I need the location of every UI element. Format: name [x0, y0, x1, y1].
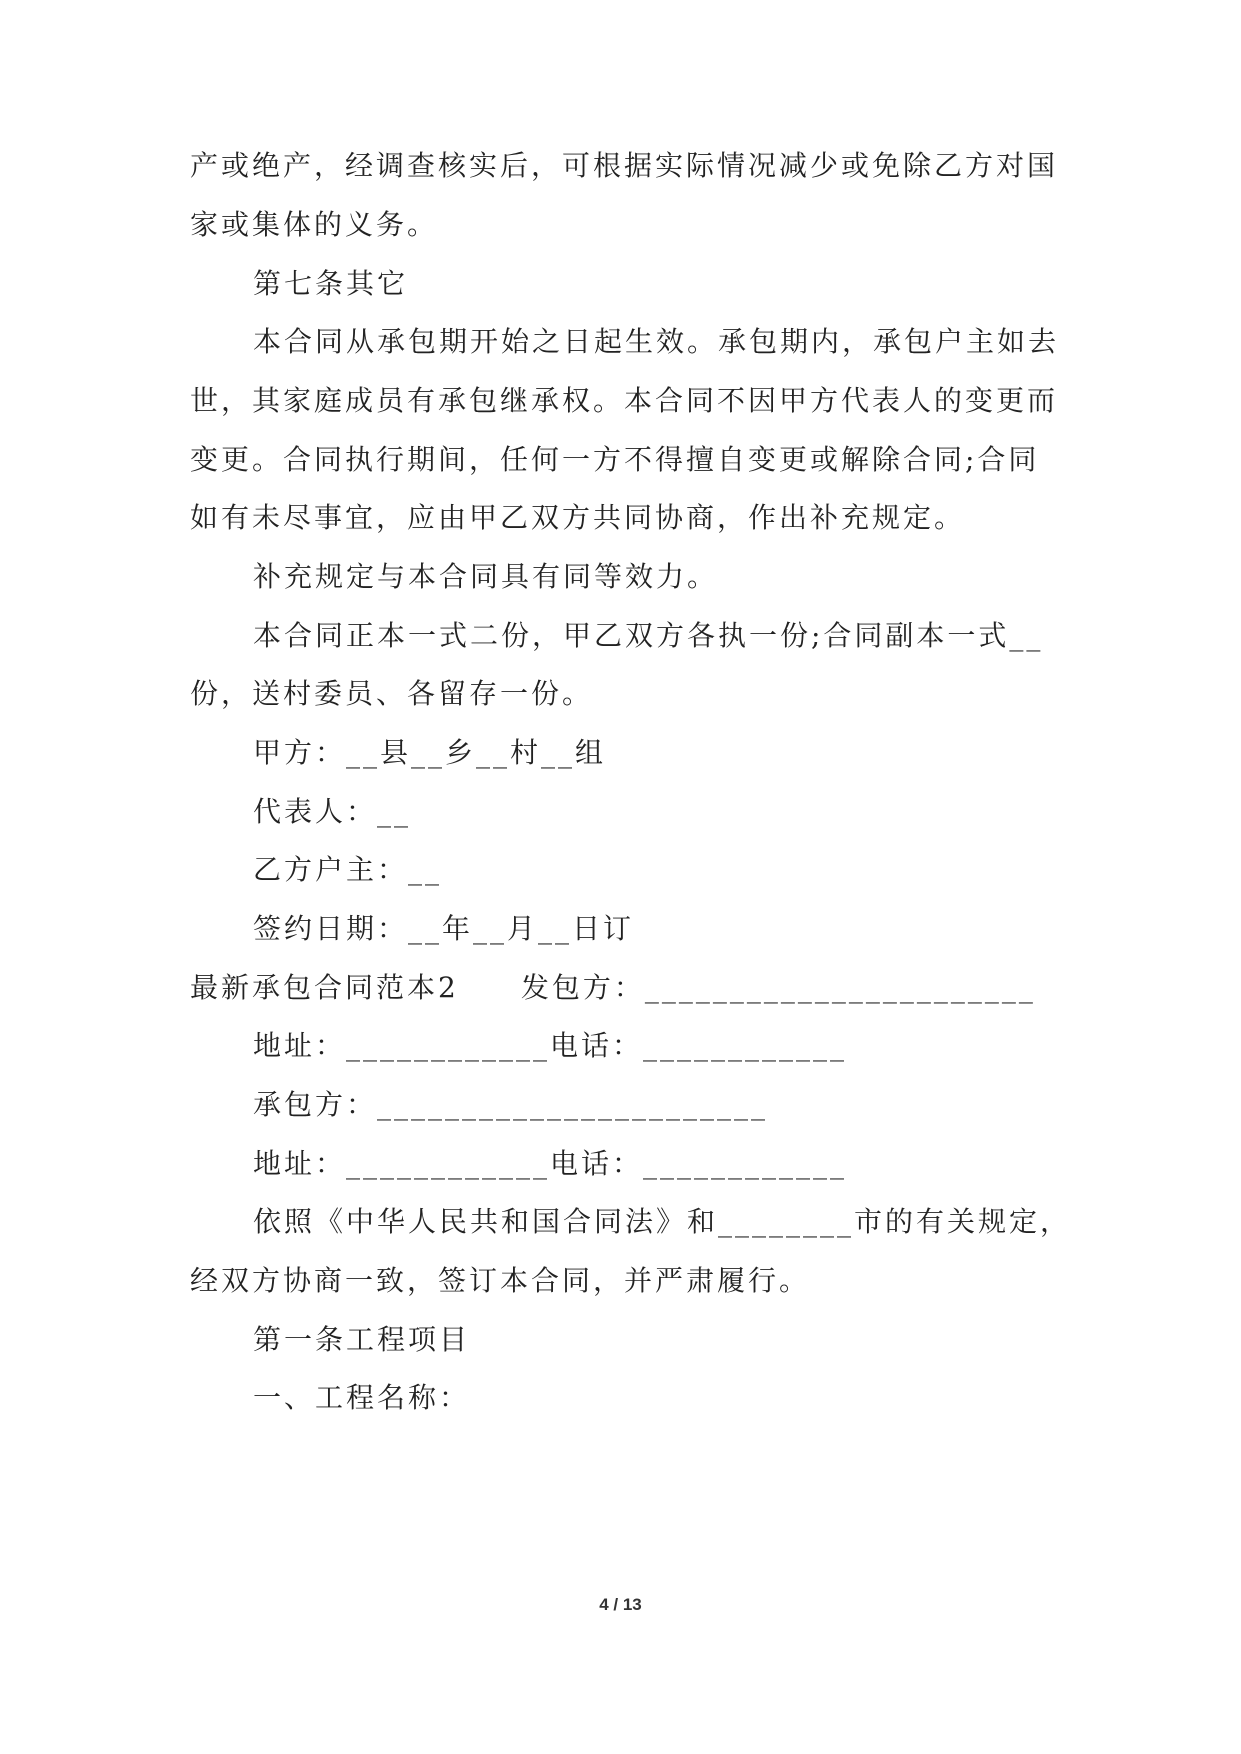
page-number: 4 / 13 — [599, 1595, 642, 1614]
party-a-line: 甲方：__县__乡__村__组 — [253, 736, 607, 769]
body-line: 依照《中华人民共和国合同法》和________市的有关规定， — [253, 1205, 1072, 1238]
body-line: 本合同从承包期开始之日起生效。承包期内，承包户主如去 — [253, 325, 1060, 358]
contract-title-line: 最新承包合同范本2 发包方：_______________________ — [190, 971, 1036, 1004]
address-phone-line: 地址：____________电话：____________ — [253, 1029, 848, 1062]
body-line: 经双方协商一致，签订本合同，并严肃履行。 — [190, 1264, 811, 1297]
address-phone-line: 地址：____________电话：____________ — [253, 1147, 848, 1180]
body-line: 一、工程名称： — [253, 1381, 471, 1414]
body-line: 如有未尽事宜，应由甲乙双方共同协商，作出补充规定。 — [190, 501, 966, 534]
section-heading: 第一条工程项目 — [253, 1323, 471, 1356]
body-line: 份，送村委员、各留存一份。 — [190, 677, 594, 710]
body-line: 变更。合同执行期间，任何一方不得擅自变更或解除合同;合同 — [190, 443, 1040, 476]
body-line: 补充规定与本合同具有同等效力。 — [253, 560, 719, 593]
representative-line: 代表人：__ — [253, 795, 412, 828]
signing-date-line: 签约日期：__年__月__日订 — [253, 912, 635, 945]
section-heading: 第七条其它 — [253, 267, 409, 300]
contractor-line: 承包方：_______________________ — [253, 1088, 769, 1121]
body-line: 产或绝产，经调查核实后，可根据实际情况减少或免除乙方对国 — [190, 149, 1059, 182]
body-line: 本合同正本一式二份，甲乙双方各执一份;合同副本一式__ — [253, 619, 1044, 652]
body-line: 世，其家庭成员有承包继承权。本合同不因甲方代表人的变更而 — [190, 384, 1059, 417]
body-line: 家或集体的义务。 — [190, 208, 439, 241]
party-b-line: 乙方户主：__ — [253, 853, 443, 886]
